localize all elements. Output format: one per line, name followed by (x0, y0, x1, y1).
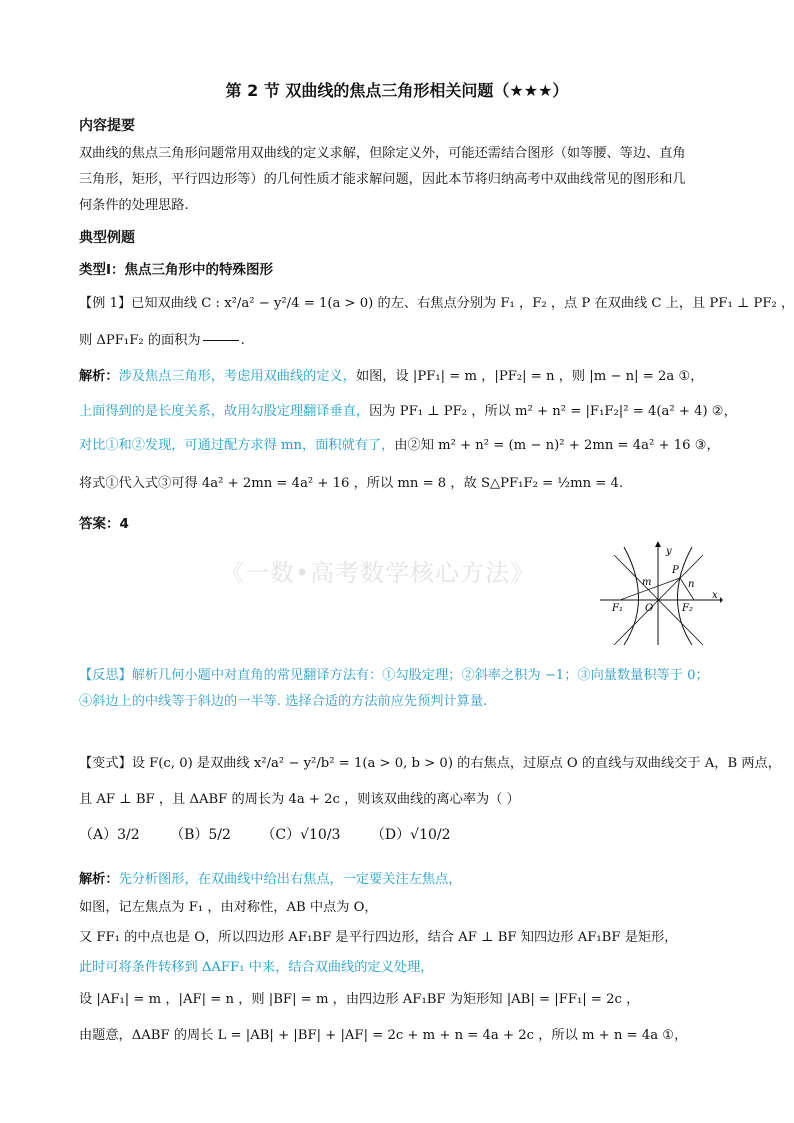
variant-question: 且 AF ⊥ BF ，且 ΔABF 的周长为 4a + 2c ，则该双曲线的离心率为（ ） (79, 792, 520, 807)
solution-hint-3: 对比①和②发现，可通过配方求得 mn，面积就有了， (79, 438, 395, 453)
variant-choices (79, 824, 477, 844)
variant-solution-2: 如图，记左焦点为 F₁ ，由对称性，AB 中点为 O， (79, 900, 378, 915)
example1-statement: 【例 1】已知双曲线 C : x²/a² − y²/4 = 1(a > 0) 的左、右焦点分别为 F₁ ，F₂ ，点 P 在双曲线 C 上，且 PF₁ ⊥ PF₂ ， (79, 296, 794, 311)
variant-statement: 【变式】设 F(c, 0) 是双曲线 x²/a² − y²/b² = 1(a > 0, b > 0) 的右焦点，过原点 O 的直线与双曲线交于 A，B 两点， (79, 756, 781, 771)
variant-hint-1: 先分析图形，在双曲线中给出右焦点，一定要关注左焦点， (118, 872, 462, 887)
examples-heading: 典型例题 (79, 230, 135, 246)
label-x: x (712, 590, 718, 601)
summary-heading: 内容提要 (79, 118, 135, 134)
solution-text-1: 如图，设 |PF₁| = m ，|PF₂| = n ，则 |m − n| = 2a ①， (355, 369, 704, 384)
variant-solution-6: 由题意，ΔABF 的周长 L = |AB| + |BF| + |AF| = 2c + m + n = 4a + 2c ，所以 m + n = 4a ①， (79, 1028, 688, 1043)
variant-solution-4: 此时可将条件转移到 ΔAFF₁ 中来，结合双曲线的定义处理， (79, 960, 434, 975)
summary-line-3: 何条件的处理思路. (79, 198, 189, 213)
choice-b[interactable]: （B）5/2 (170, 827, 231, 843)
example1-question (79, 331, 724, 351)
example1-question-text: 则 ΔPF₁F₂ 的面积为 (79, 333, 201, 348)
example1-solution-4: 将式①代入式③可得 4a² + 2mn = 4a² + 16 ，所以 mn = 8 ，故 S△PF₁F₂ = ½mn = 4. (79, 476, 624, 491)
summary-line-1: 双曲线的焦点三角形问题常用双曲线的定义求解，但除定义外，可能还需结合图形（如等腰、等边、直角 (79, 146, 686, 161)
label-O: O (645, 603, 654, 614)
solution-hint-1: 涉及焦点三角形，考虑用双曲线的定义， (118, 369, 356, 384)
answer-blank (203, 340, 239, 341)
variant-solution-label: 解析： (79, 872, 119, 887)
example1-question-end: . (240, 333, 245, 348)
choice-a[interactable]: （A）3/2 (79, 827, 140, 843)
right-branch (678, 547, 693, 645)
hyperbola-figure (598, 541, 723, 646)
choice-c[interactable]: （C）√10/3 (261, 827, 341, 843)
solution-hint-2: 上面得到的是长度关系，故用勾股定理翻译垂直， (79, 404, 370, 419)
label-F2: F₂ (682, 603, 693, 614)
example1-solution-2 (79, 402, 737, 422)
example1-solution-3 (79, 436, 724, 456)
example1-answer: 答案：4 (79, 516, 129, 532)
x-axis-arrow (720, 597, 723, 603)
variant-solution-3: 又 FF₁ 的中点也是 O，所以四边形 AF₁BF 是平行四边形，结合 AF ⊥ BF 知四边形 AF₁BF 是矩形， (79, 930, 678, 945)
reflection-line-2: ④斜边上的中线等于斜边的一半等. 选择合适的方法前应先预判计算量. (79, 694, 488, 709)
type1-heading: 类型Ⅰ：焦点三角形中的特殊图形 (79, 262, 274, 278)
label-n: n (688, 579, 695, 590)
reflection-line-1: 【反思】解析几何小题中对直角的常见翻译方法有：①勾股定理；②斜率之积为 −1；③向量数量积等于 0； (79, 668, 709, 683)
label-P: P (672, 565, 679, 576)
summary-line-2: 三角形，矩形，平行四边形等）的几何性质才能求解问题，因此本节将归纳高考中双曲线常见的图形和几 (79, 172, 686, 187)
solution-text-3: 由②知 m² + n² = (m − n)² + 2mn = 4a² + 16 ③， (394, 438, 720, 453)
label-F1: F₁ (612, 603, 623, 614)
y-axis-arrow (655, 541, 661, 547)
label-y: y (666, 546, 672, 557)
solution-text-2: 因为 PF₁ ⊥ PF₂ ，所以 m² + n² = |F₁F₂|² = 4(a² + 4) ②， (369, 404, 737, 419)
solution-label: 解析： (79, 369, 119, 384)
variant-solution-1 (79, 870, 724, 890)
variant-solution-5: 设 |AF₁| = m ，|AF| = n ，则 |BF| = m ，由四边形 AF₁BF 为矩形知 |AB| = |FF₁| = 2c ， (79, 992, 640, 1007)
section-title: 第 2 节 双曲线的焦点三角形相关问题（★★★） (225, 81, 569, 100)
watermark: 《一数•高考数学核心方法》 (220, 559, 536, 587)
label-m: m (642, 577, 652, 588)
example1-solution-1 (79, 367, 724, 387)
choice-d[interactable]: （D）√10/2 (370, 827, 451, 843)
